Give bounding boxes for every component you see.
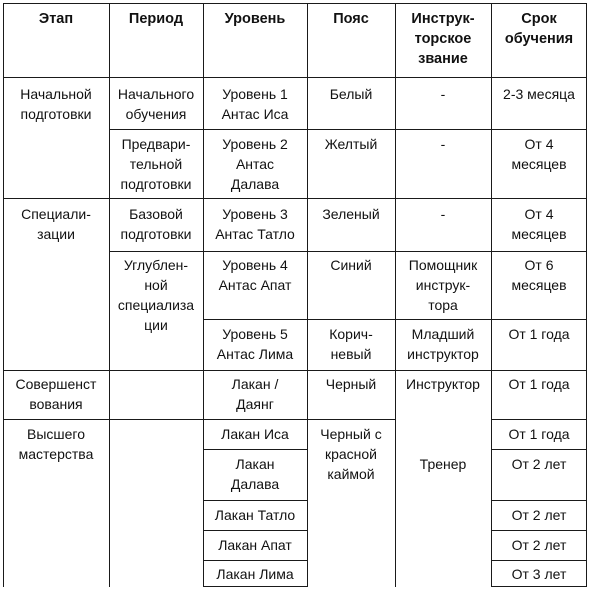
belt-white: Белый: [329, 86, 373, 102]
period-basic: Базовой подготовки: [120, 206, 192, 242]
duration-row1: 2-3 месяца: [503, 86, 575, 102]
duration-row5: От 1 года: [508, 326, 570, 342]
header-stage: Этап: [38, 11, 74, 27]
period-advanced: Углублен- ной специализа ции: [117, 257, 195, 333]
stage-specialization: Специали- зации: [21, 206, 91, 242]
title-row1: -: [440, 86, 446, 102]
level-4: Уровень 4 Антас Апат: [218, 257, 292, 293]
belt-yellow: Желтый: [324, 136, 378, 152]
level-5: Уровень 5 Антас Лима: [216, 326, 294, 362]
level-lakan-lima: Лакан Лима: [216, 566, 294, 582]
header-duration: Срок обучения: [504, 11, 574, 47]
rule-row8-bottom: [203, 500, 307, 501]
header-period: Период: [128, 11, 184, 27]
level-2: Уровень 2 Антас Далава: [222, 136, 288, 192]
header-belt: Пояс: [333, 11, 369, 27]
rule-row1-bottom: [109, 129, 587, 130]
duration-row2: От 4 месяцев: [511, 136, 567, 172]
rule-stage2-bottom: [3, 370, 587, 371]
rule-duration-row6-bottom: [491, 419, 587, 420]
belt-brown: Корич- невый: [329, 326, 373, 362]
duration-row9: От 2 лет: [511, 507, 567, 523]
rule-row9-bottom: [203, 530, 307, 531]
duration-row6: От 1 года: [508, 376, 570, 392]
stage-higher-mastery: Высшего мастерства: [18, 426, 94, 462]
rule-row9-bottom-right: [491, 530, 587, 531]
belt-ranking-table: [3, 3, 587, 587]
rule-row3-bottom: [109, 251, 587, 252]
rule-row7-bottom: [203, 449, 307, 450]
rule-row8-bottom-right: [491, 500, 587, 501]
title-row2: -: [440, 136, 446, 152]
level-lakan-tatlo: Лакан Татло: [214, 507, 296, 523]
level-lakan-dalava: Лакан Далава: [230, 456, 280, 492]
rule-bottom-right: [491, 586, 587, 587]
belt-green: Зеленый: [322, 206, 380, 222]
period-initial-training: Начального обучения: [117, 86, 195, 122]
duration-row8: От 2 лет: [511, 456, 567, 472]
level-3: Уровень 3 Антас Татло: [215, 206, 295, 242]
period-preliminary: Предвари- тельной подготовки: [120, 136, 192, 192]
header-instructor-title: Инструк- торское звание: [411, 11, 475, 67]
level-lakan-dayang: Лакан / Даянг: [231, 376, 279, 412]
rule-stage3-bottom: [3, 419, 395, 420]
rule-header-bottom: [3, 77, 587, 78]
belt-black-red-border: Черный с красной каймой: [320, 426, 382, 482]
duration-row10: От 2 лет: [511, 537, 567, 553]
level-lakan-apat: Лакан Апат: [218, 537, 292, 553]
belt-blue: Синий: [330, 257, 372, 273]
rule-top: [3, 3, 587, 4]
level-lakan-isa: Лакан Иса: [221, 426, 289, 442]
duration-row7: От 1 года: [508, 426, 570, 442]
rule-row10-bottom-right: [491, 560, 587, 561]
belt-black: Черный: [325, 376, 377, 392]
stage-improvement: Совершенст вования: [15, 376, 97, 412]
header-level: Уровень: [224, 11, 286, 27]
title-instructor: Инструктор: [406, 376, 480, 392]
title-junior-instructor: Младший инструктор: [407, 326, 479, 362]
rule-bottom: [203, 586, 307, 587]
rule-stage1-bottom: [3, 198, 587, 199]
duration-row4: От 6 месяцев: [511, 257, 567, 293]
stage-initial: Начальной подготовки: [20, 86, 92, 122]
rule-row7-bottom-right: [491, 449, 587, 450]
title-coach: Тренер: [419, 456, 467, 472]
level-1: Уровень 1 Антас Иса: [221, 86, 289, 122]
duration-row3: От 4 месяцев: [511, 206, 567, 242]
duration-row11: От 3 лет: [511, 566, 567, 582]
title-row3: -: [440, 206, 446, 222]
rule-row10-bottom: [203, 560, 307, 561]
title-assistant-instructor: Помощник инструк- тора: [408, 257, 478, 313]
